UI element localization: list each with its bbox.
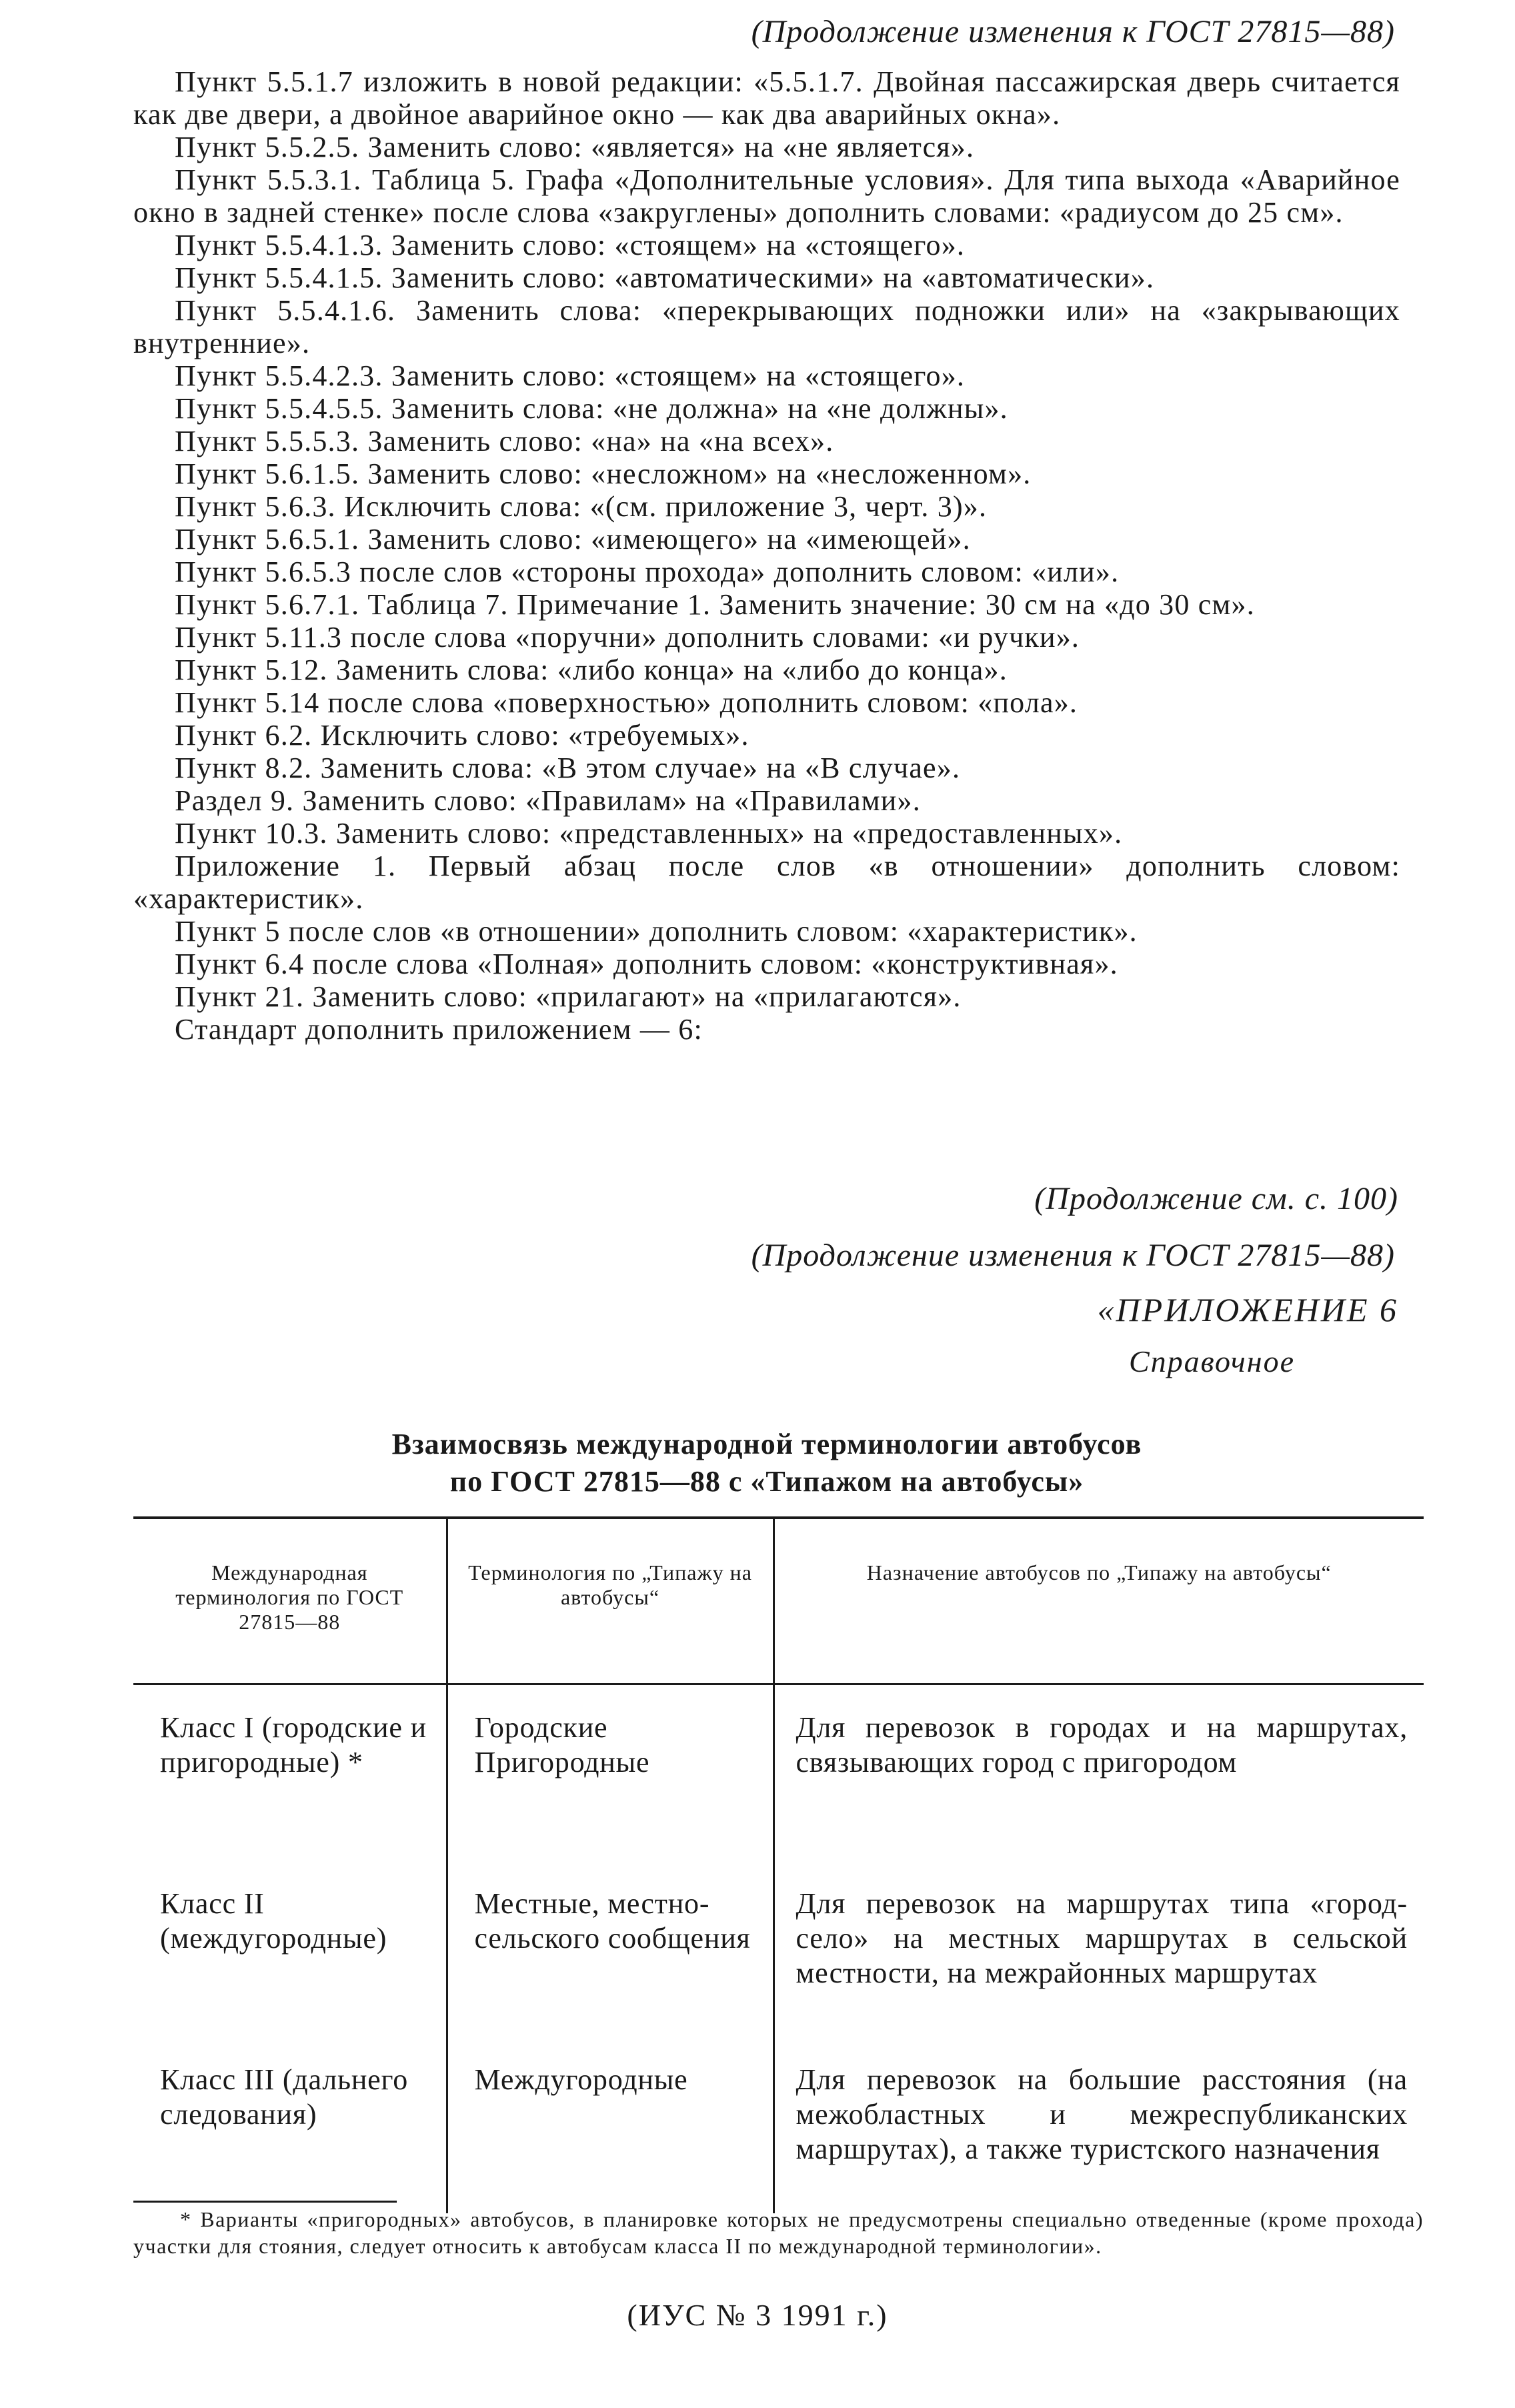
cell-typage: Междугородные <box>447 2037 774 2213</box>
footnote: * Варианты «пригородных» автобусов, в планировке которых не предусмотрены специально отведенные (кроме прохода) участки для стояния, следует относить к автобусам класса II по международной терминологии». <box>133 2207 1424 2258</box>
paragraph: Пункт 10.3. Заменить слово: «представленных» на «предоставленных». <box>175 817 1123 850</box>
cell-class: Класс III (дальнего следования) <box>160 2063 409 2131</box>
cell-purpose: Для перевозок на маршрутах типа «город-село» на местных маршрутах в сельской местности, на межрайонных маршрутах <box>774 1861 1424 2037</box>
paragraph: Пункт 5.5.4.5.5. Заменить слова: «не должна» на «не должны». <box>175 392 1008 425</box>
table-row <box>133 2037 1424 2213</box>
paragraph: Пункт 5.5.4.2.3. Заменить слово: «стоящем» на «стоящего». <box>175 359 966 392</box>
continuation-header-2: (Продолжение изменения к ГОСТ 27815—88) <box>751 1238 1395 1273</box>
table-title-line: по ГОСТ 27815—88 с «Типажом на автобусы» <box>449 1465 1084 1498</box>
header-bus-purpose: Назначение автобусов по „Типажу на автобусы“ <box>774 1518 1424 1684</box>
paragraph: Пункт 5.12. Заменить слова: «либо конца» на «либо до конца». <box>175 654 1008 686</box>
paragraph: Пункт 5.6.3. Исключить слова: «(см. приложение 3, черт. 3)». <box>175 490 988 523</box>
paragraph: Пункт 5.14 после слова «поверхностью» дополнить словом: «пола». <box>175 686 1078 719</box>
paragraph: Приложение 1. Первый абзац после слов «в отношении» дополнить словом: «характеристик». <box>133 850 1400 915</box>
terminology-table <box>133 1516 1424 2213</box>
cell-typage: Местные, местно-сельского сообщения <box>447 1861 774 2037</box>
table-row <box>133 1684 1424 1862</box>
appendix-title: «ПРИЛОЖЕНИЕ 6 <box>1097 1291 1398 1328</box>
paragraph: Пункт 6.4 после слова «Полная» дополнить словом: «конструктивная». <box>175 948 1118 980</box>
cell-purpose: Для перевозок на большие расстояния (на межобластных и межреспубликанских маршрутах), а также туристского назначения <box>774 2037 1424 2213</box>
table-title <box>133 1426 1400 1500</box>
table-title-line: Взаимосвязь международной терминологии автобусов <box>391 1428 1142 1460</box>
paragraph: Раздел 9. Заменить слово: «Правилам» на «Правилами». <box>175 784 921 817</box>
paragraph: Пункт 5.5.1.7 изложить в новой редакции: «5.5.1.7. Двойная пассажирская дверь считается как две двери, а двойное аварийное окно — как два аварийных окна». <box>133 65 1400 131</box>
table-row <box>133 1861 1424 2037</box>
continuation-header: (Продолжение изменения к ГОСТ 27815—88) <box>751 14 1395 49</box>
paragraph: Пункт 21. Заменить слово: «прилагают» на «прилагаются». <box>175 980 962 1013</box>
cell-typage: Городские Пригородные <box>447 1684 774 1862</box>
paragraph: Пункт 5.6.5.3 после слов «стороны прохода» дополнить словом: «или». <box>175 555 1120 588</box>
appendix-note: Справочное <box>1128 1344 1295 1378</box>
paragraph: Пункт 5.5.2.5. Заменить слово: «является» на «не является». <box>175 131 975 163</box>
cell-class: Класс II (междугородные) <box>160 1887 387 1955</box>
paragraph: Пункт 5.6.5.1. Заменить слово: «имеющего» на «имеющей». <box>175 523 971 555</box>
amendment-text <box>133 65 1400 1046</box>
paragraph: Пункт 5.6.1.5. Заменить слово: «несложном» на «несложенном». <box>175 457 1032 490</box>
paragraph: Пункт 5.5.4.1.3. Заменить слово: «стоящем» на «стоящего». <box>175 229 966 261</box>
header-international-terminology: Международная терминология по ГОСТ 27815—88 <box>175 1560 404 1634</box>
footnote-divider <box>133 2201 397 2203</box>
cell-class: Класс I (городские и пригородные) * <box>160 1711 427 1778</box>
paragraph: Стандарт дополнить приложением — 6: <box>175 1013 703 1046</box>
header-typage-terminology: Терминология по „Типажу на автобусы“ <box>447 1518 774 1684</box>
paragraph: Пункт 5.6.7.1. Таблица 7. Примечание 1. Заменить значение: 30 см на «до 30 см». <box>175 588 1255 621</box>
table-header-row <box>133 1518 1424 1684</box>
paragraph: Пункт 6.2. Исключить слово: «требуемых». <box>175 719 749 752</box>
paragraph: Пункт 5.5.4.1.6. Заменить слова: «перекрывающих подножки или» на «закрывающих внутренние». <box>133 294 1400 359</box>
paragraph: Пункт 5.11.3 после слова «поручни» дополнить словами: «и ручки». <box>175 621 1080 654</box>
issue-reference: (ИУС № 3 1991 г.) <box>627 2298 888 2332</box>
paragraph: Пункт 5 после слов «в отношении» дополнить словом: «характеристик». <box>175 915 1138 948</box>
cell-purpose: Для перевозок в городах и на маршрутах, связывающих город с пригородом <box>774 1684 1424 1862</box>
paragraph: Пункт 5.5.4.1.5. Заменить слово: «автоматическими» на «автоматически». <box>175 261 1155 294</box>
paragraph: Пункт 5.5.3.1. Таблица 5. Графа «Дополнительные условия». Для типа выхода «Аварийное окно в задней стенке» после слова «закруглены» дополнить словами: «радиусом до 25 см». <box>133 163 1400 229</box>
paragraph: Пункт 8.2. Заменить слова: «В этом случае» на «В случае». <box>175 752 961 784</box>
continuation-next-page: (Продолжение см. с. 100) <box>1034 1181 1398 1216</box>
paragraph: Пункт 5.5.5.3. Заменить слово: «на» на «на всех». <box>175 425 834 457</box>
